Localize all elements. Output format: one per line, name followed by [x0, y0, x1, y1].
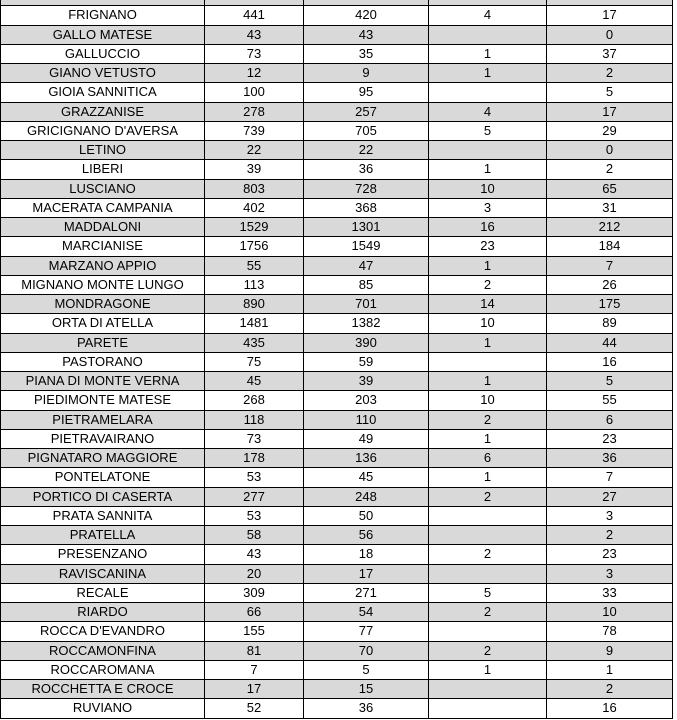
table-row: [1, 314, 673, 333]
value-cell-col5: 23: [547, 545, 673, 564]
value-cell-col3: 35: [304, 44, 429, 63]
value-cell-col4: 10: [429, 179, 547, 198]
value-cell-col5: 23: [547, 429, 673, 448]
table-row: [1, 352, 673, 371]
value-cell-col4: 2: [429, 487, 547, 506]
value-cell-col5: 1: [547, 660, 673, 679]
municipality-cell: PARETE: [1, 333, 205, 352]
value-cell-col2: 118: [205, 410, 304, 429]
value-cell-col2: 43: [205, 545, 304, 564]
value-cell-col3: 390: [304, 333, 429, 352]
municipality-cell: LIBERI: [1, 160, 205, 179]
municipality-cell: PIGNATARO MAGGIORE: [1, 449, 205, 468]
municipality-cell: GRICIGNANO D'AVERSA: [1, 121, 205, 140]
value-cell-col3: 368: [304, 198, 429, 217]
value-cell-col2: 100: [205, 83, 304, 102]
value-cell-col2: 277: [205, 487, 304, 506]
municipality-cell: ROCCA D'EVANDRO: [1, 622, 205, 641]
value-cell-col2: 22: [205, 141, 304, 160]
municipality-cell: MADDALONI: [1, 218, 205, 237]
municipality-cell: PIETRAVAIRANO: [1, 429, 205, 448]
value-cell-col4: 1: [429, 468, 547, 487]
value-cell-col5: 3: [547, 564, 673, 583]
value-cell-col4: [429, 526, 547, 545]
value-cell-col5: 36: [547, 449, 673, 468]
value-cell-col5: 3: [547, 506, 673, 525]
value-cell-col2: 803: [205, 179, 304, 198]
table-row: [1, 121, 673, 140]
table-row: [1, 372, 673, 391]
value-cell-col3: 15: [304, 680, 429, 699]
municipality-cell: ROCCAMONFINA: [1, 641, 205, 660]
value-cell-col3: 248: [304, 487, 429, 506]
value-cell-col3: 50: [304, 506, 429, 525]
value-cell-col3: 110: [304, 410, 429, 429]
value-cell-col5: 175: [547, 295, 673, 314]
value-cell-col3: 49: [304, 429, 429, 448]
value-cell-col2: 73: [205, 44, 304, 63]
municipality-cell: LUSCIANO: [1, 179, 205, 198]
municipality-cell: MIGNANO MONTE LUNGO: [1, 275, 205, 294]
value-cell-col4: 10: [429, 391, 547, 410]
value-cell-col5: 44: [547, 333, 673, 352]
value-cell-col5: 5: [547, 83, 673, 102]
table-row: [1, 410, 673, 429]
value-cell-col2: 17: [205, 680, 304, 699]
value-cell-col2: 55: [205, 256, 304, 275]
municipality-cell: ROCCHETTA E CROCE: [1, 680, 205, 699]
value-cell-col4: [429, 564, 547, 583]
value-cell-col5: 2: [547, 680, 673, 699]
value-cell-col5: 7: [547, 256, 673, 275]
value-cell-col4: 16: [429, 218, 547, 237]
value-cell-col2: 278: [205, 102, 304, 121]
municipality-cell: GALLUCCIO: [1, 44, 205, 63]
value-cell-col4: 10: [429, 314, 547, 333]
value-cell-col3: 728: [304, 179, 429, 198]
value-cell-col2: 12: [205, 64, 304, 83]
value-cell-col5: 2: [547, 160, 673, 179]
table-row: [1, 179, 673, 198]
table-row: [1, 25, 673, 44]
value-cell-col5: 184: [547, 237, 673, 256]
table-body: [1, 0, 673, 718]
value-cell-col2: 739: [205, 121, 304, 140]
value-cell-col3: 5: [304, 660, 429, 679]
municipality-cell: ORTA DI ATELLA: [1, 314, 205, 333]
value-cell-col2: 1481: [205, 314, 304, 333]
table-row: [1, 660, 673, 679]
value-cell-col3: 95: [304, 83, 429, 102]
value-cell-col2: 52: [205, 699, 304, 718]
value-cell-col3: 17: [304, 564, 429, 583]
value-cell-col5: 17: [547, 6, 673, 25]
value-cell-col2: 309: [205, 583, 304, 602]
value-cell-col5: 31: [547, 198, 673, 217]
value-cell-col2: 155: [205, 622, 304, 641]
value-cell-col4: 1: [429, 372, 547, 391]
table-row: [1, 506, 673, 525]
value-cell-col2: 178: [205, 449, 304, 468]
table-row: [1, 641, 673, 660]
value-cell-col3: 70: [304, 641, 429, 660]
table-row: [1, 622, 673, 641]
value-cell-col2: 20: [205, 564, 304, 583]
table-row: [1, 141, 673, 160]
value-cell-col3: 1382: [304, 314, 429, 333]
value-cell-col3: 420: [304, 6, 429, 25]
municipality-cell: GALLO MATESE: [1, 25, 205, 44]
table-row: [1, 102, 673, 121]
value-cell-col2: 73: [205, 429, 304, 448]
table-row: [1, 295, 673, 314]
value-cell-col5: 0: [547, 141, 673, 160]
value-cell-col3: 43: [304, 25, 429, 44]
municipality-cell: FRIGNANO: [1, 6, 205, 25]
table-row: [1, 333, 673, 352]
value-cell-col4: 1: [429, 660, 547, 679]
municipality-cell: RIARDO: [1, 603, 205, 622]
value-cell-col2: 39: [205, 160, 304, 179]
table-row: [1, 468, 673, 487]
municipality-cell: MONDRAGONE: [1, 295, 205, 314]
value-cell-col4: [429, 141, 547, 160]
value-cell-col2: 81: [205, 641, 304, 660]
municipality-cell: PRATA SANNITA: [1, 506, 205, 525]
table-row: [1, 487, 673, 506]
value-cell-col4: 2: [429, 410, 547, 429]
value-cell-col5: 0: [547, 25, 673, 44]
value-cell-col2: 53: [205, 468, 304, 487]
value-cell-col5: 65: [547, 179, 673, 198]
value-cell-col4: 3: [429, 198, 547, 217]
municipality-cell: MACERATA CAMPANIA: [1, 198, 205, 217]
value-cell-col2: 7: [205, 660, 304, 679]
value-cell-col3: 45: [304, 468, 429, 487]
value-cell-col3: 85: [304, 275, 429, 294]
value-cell-col3: 36: [304, 160, 429, 179]
municipality-cell: LETINO: [1, 141, 205, 160]
value-cell-col3: 705: [304, 121, 429, 140]
value-cell-col2: 113: [205, 275, 304, 294]
municipality-cell: PIANA DI MONTE VERNA: [1, 372, 205, 391]
value-cell-col4: 4: [429, 102, 547, 121]
table-row: [1, 6, 673, 25]
value-cell-col4: 2: [429, 641, 547, 660]
value-cell-col3: 18: [304, 545, 429, 564]
municipality-cell: GRAZZANISE: [1, 102, 205, 121]
table-row: [1, 429, 673, 448]
value-cell-col4: [429, 622, 547, 641]
table-row: [1, 275, 673, 294]
value-cell-col4: 2: [429, 275, 547, 294]
municipality-cell: PONTELATONE: [1, 468, 205, 487]
value-cell-col3: 1549: [304, 237, 429, 256]
value-cell-col3: 54: [304, 603, 429, 622]
municipality-cell: PASTORANO: [1, 352, 205, 371]
table-row: [1, 64, 673, 83]
value-cell-col5: 33: [547, 583, 673, 602]
value-cell-col4: 1: [429, 160, 547, 179]
table-row: [1, 391, 673, 410]
value-cell-col3: 9: [304, 64, 429, 83]
value-cell-col5: 26: [547, 275, 673, 294]
value-cell-col5: 89: [547, 314, 673, 333]
value-cell-col4: [429, 699, 547, 718]
value-cell-col4: 2: [429, 545, 547, 564]
municipality-cell: ROCCAROMANA: [1, 660, 205, 679]
value-cell-col4: 1: [429, 64, 547, 83]
value-cell-col2: 1756: [205, 237, 304, 256]
value-cell-col2: 45: [205, 372, 304, 391]
value-cell-col4: 4: [429, 6, 547, 25]
value-cell-col2: 58: [205, 526, 304, 545]
value-cell-col2: 890: [205, 295, 304, 314]
municipality-cell: RECALE: [1, 583, 205, 602]
municipality-cell: PRATELLA: [1, 526, 205, 545]
value-cell-col2: 43: [205, 25, 304, 44]
table-row: [1, 603, 673, 622]
table-row: [1, 160, 673, 179]
value-cell-col3: 203: [304, 391, 429, 410]
value-cell-col4: 1: [429, 333, 547, 352]
value-cell-col4: 14: [429, 295, 547, 314]
value-cell-col3: 59: [304, 352, 429, 371]
table-row: [1, 583, 673, 602]
value-cell-col2: 1529: [205, 218, 304, 237]
value-cell-col3: 47: [304, 256, 429, 275]
value-cell-col3: 1301: [304, 218, 429, 237]
value-cell-col5: 2: [547, 526, 673, 545]
value-cell-col3: 56: [304, 526, 429, 545]
value-cell-col5: 2: [547, 64, 673, 83]
value-cell-col5: 9: [547, 641, 673, 660]
value-cell-col2: 435: [205, 333, 304, 352]
value-cell-col5: 27: [547, 487, 673, 506]
municipality-cell: PIETRAMELARA: [1, 410, 205, 429]
value-cell-col5: 17: [547, 102, 673, 121]
value-cell-col3: 77: [304, 622, 429, 641]
value-cell-col2: 53: [205, 506, 304, 525]
municipality-cell: MARZANO APPIO: [1, 256, 205, 275]
value-cell-col4: 23: [429, 237, 547, 256]
table-row: [1, 680, 673, 699]
value-cell-col3: 701: [304, 295, 429, 314]
value-cell-col2: 441: [205, 6, 304, 25]
value-cell-col4: [429, 352, 547, 371]
value-cell-col5: 55: [547, 391, 673, 410]
value-cell-col5: 16: [547, 699, 673, 718]
table-row: [1, 545, 673, 564]
value-cell-col5: 16: [547, 352, 673, 371]
municipality-cell: RUVIANO: [1, 699, 205, 718]
value-cell-col2: 66: [205, 603, 304, 622]
value-cell-col4: [429, 25, 547, 44]
table-row: [1, 198, 673, 217]
table-row: [1, 44, 673, 63]
table-row: [1, 564, 673, 583]
value-cell-col4: [429, 83, 547, 102]
table-row: [1, 218, 673, 237]
municipality-cell: GIANO VETUSTO: [1, 64, 205, 83]
value-cell-col2: 75: [205, 352, 304, 371]
table-row: [1, 83, 673, 102]
municipality-cell: MARCIANISE: [1, 237, 205, 256]
value-cell-col3: 257: [304, 102, 429, 121]
municipality-cell: PIEDIMONTE MATESE: [1, 391, 205, 410]
table-row: [1, 237, 673, 256]
value-cell-col5: 7: [547, 468, 673, 487]
value-cell-col3: 22: [304, 141, 429, 160]
table-row: [1, 699, 673, 718]
value-cell-col5: 212: [547, 218, 673, 237]
value-cell-col2: 268: [205, 391, 304, 410]
table-row: [1, 449, 673, 468]
municipality-cell: PORTICO DI CASERTA: [1, 487, 205, 506]
value-cell-col5: 29: [547, 121, 673, 140]
municipality-cell: GIOIA SANNITICA: [1, 83, 205, 102]
municipality-cell: PRESENZANO: [1, 545, 205, 564]
value-cell-col3: 36: [304, 699, 429, 718]
value-cell-col3: 39: [304, 372, 429, 391]
value-cell-col3: 271: [304, 583, 429, 602]
value-cell-col5: 78: [547, 622, 673, 641]
value-cell-col4: 1: [429, 44, 547, 63]
value-cell-col4: 1: [429, 256, 547, 275]
value-cell-col5: 5: [547, 372, 673, 391]
value-cell-col4: 1: [429, 429, 547, 448]
value-cell-col2: 402: [205, 198, 304, 217]
value-cell-col5: 37: [547, 44, 673, 63]
table-row: [1, 526, 673, 545]
value-cell-col4: [429, 680, 547, 699]
municipality-cell: RAVISCANINA: [1, 564, 205, 583]
value-cell-col5: 6: [547, 410, 673, 429]
value-cell-col4: 6: [429, 449, 547, 468]
value-cell-col3: 136: [304, 449, 429, 468]
value-cell-col5: 10: [547, 603, 673, 622]
value-cell-col4: 2: [429, 603, 547, 622]
value-cell-col4: 5: [429, 121, 547, 140]
table-row: [1, 256, 673, 275]
value-cell-col4: [429, 506, 547, 525]
value-cell-col4: 5: [429, 583, 547, 602]
